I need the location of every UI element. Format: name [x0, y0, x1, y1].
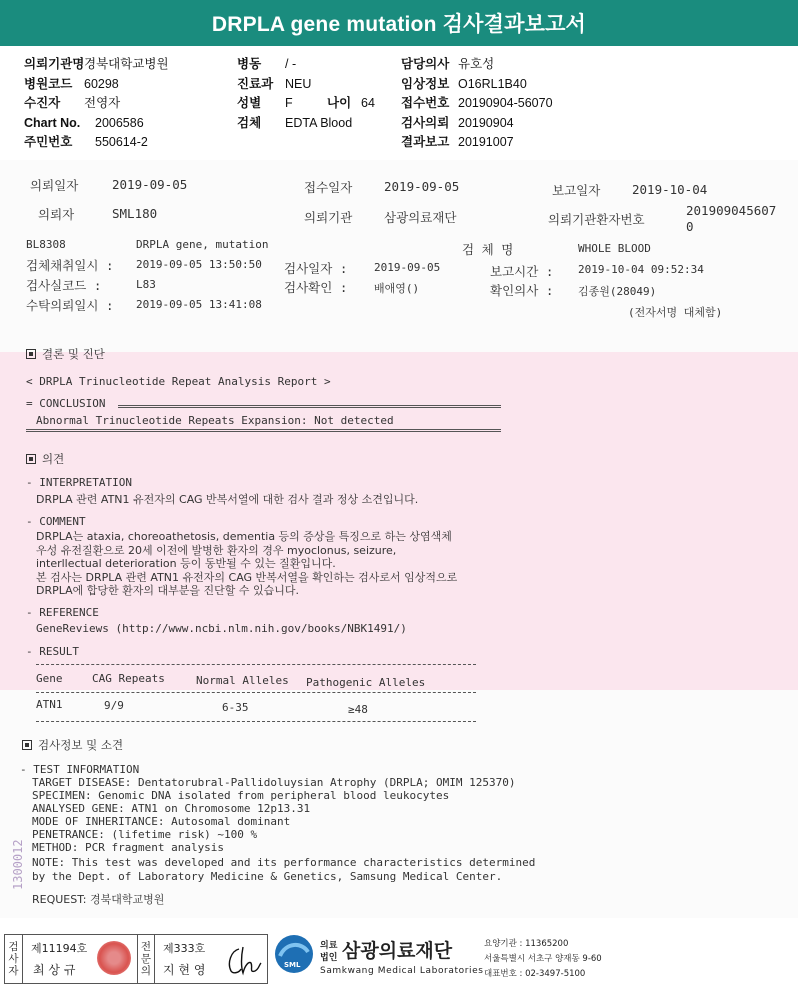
test-info-line: TARGET DISEASE: Dentatorubral-Pallidoluysian Atrophy (DRPLA; OMIM 125370): [32, 776, 516, 789]
lab-tech-license: 제11194호: [31, 942, 88, 955]
recv-date: 2019-09-05: [384, 179, 460, 194]
test-info-line: PENETRANCE: (lifetime risk) ~100 %: [32, 828, 258, 841]
interpretation-heading: - INTERPRETATION: [26, 476, 132, 489]
conclusion-text: Abnormal Trinucleotide Repeats Expansion: Not detected: [36, 414, 394, 427]
specialist-license: 제333호: [163, 942, 206, 955]
room-code-label: 검사실코드 :: [26, 278, 102, 293]
report-date-label: 보고일자: [552, 183, 601, 198]
reference-heading: - REFERENCE: [26, 606, 99, 619]
esign-note: (전자서명 대체함): [628, 306, 723, 319]
section-bullet-icon: [26, 454, 36, 464]
specialist-name: 지 현 영: [163, 963, 206, 977]
phone: 대표번호 : 02-3497-5100: [484, 969, 586, 979]
highlight-band: [0, 352, 798, 690]
brand-small-2: 법인: [320, 953, 338, 963]
inst-patient-no: 201909045607: [686, 203, 777, 218]
comment-line: 우성 유전질환으로 20세 이전에 발병한 환자의 경우 myoclonus, seizure,: [36, 544, 397, 557]
test-info-line: ANALYSED GENE: ATN1 on Chromosome 12p13.31: [32, 802, 311, 815]
conclusion-heading: = CONCLUSION: [26, 397, 106, 410]
reference-text: GeneReviews (http://www.ncbi.nlm.nih.gov/books/NBK1491/): [36, 622, 407, 635]
comment-line: 본 검사는 DRPLA 관련 ATN1 유전자의 CAG 반복서열을 확인하는 검사로서 임상적으로: [36, 571, 458, 584]
comment-line: DRPLA는 ataxia, choreoathetosis, dementia 등의 증상을 특징으로 하는 상염색체: [36, 530, 452, 543]
brand-name: 삼광의료재단: [342, 940, 453, 962]
result-gene: ATN1: [36, 698, 63, 711]
test-info-line: NOTE: This test was developed and its performance characteristics determined: [32, 856, 536, 869]
report-title: DRPLA gene mutation 검사결과보고서: [0, 0, 798, 46]
brand-small-1: 의료: [320, 941, 338, 951]
result-header-gene: Gene: [36, 672, 63, 685]
report-footer: [0, 926, 798, 988]
vertical-stamp-number: 1300012: [11, 839, 25, 891]
conclusion-section-heading: 결론 및 진단: [26, 346, 105, 362]
test-info-line: METHOD: PCR fragment analysis: [32, 841, 225, 854]
care-code: 요양기관 : 11365200: [484, 939, 569, 949]
info-section-heading: 검사정보 및 소견: [22, 737, 123, 753]
conclusion-rule-top: [118, 405, 501, 408]
test-info-line: MODE OF INHERITANCE: Autosomal dominant: [32, 815, 291, 828]
conclusion-rule-bottom: [26, 429, 501, 432]
test-info-line: by the Dept. of Laboratory Medicine & Genetics, Samsung Medical Center.: [32, 870, 503, 883]
seal-stamp-icon: [97, 941, 131, 975]
brand-english: Samkwang Medical Laboratories: [320, 966, 484, 976]
address: 서울특별시 서초구 양재동 9-60: [484, 954, 602, 964]
consign-value: 2019-09-05 13:41:08: [136, 298, 262, 311]
req-date-label: 의뢰일자: [30, 178, 79, 193]
request-line: REQUEST: 경북대학교병원: [32, 893, 165, 906]
header-col-2: 병동 / - 진료과 NEU 성별 F 나이 64 검체 EDTA Blood: [237, 57, 375, 130]
report-time-label: 보고시간 :: [490, 264, 554, 279]
confirm-label: 검사확인 :: [284, 280, 348, 295]
interpretation-text: DRPLA 관련 ATN1 유전자의 CAG 반복서열에 대한 검사 결과 정상 소견입니다.: [36, 493, 419, 506]
test-code: BL8308: [26, 238, 66, 251]
report-date: 2019-10-04: [632, 182, 708, 197]
confirm-value: 배애영(): [374, 282, 420, 295]
lab-tech-label: 검사자: [5, 935, 23, 983]
test-info-heading: - TEST INFORMATION: [20, 763, 140, 776]
test-date-value: 2019-09-05: [374, 261, 441, 274]
opinion-section-heading: 의견: [26, 451, 64, 467]
specialist-label: 전문의: [137, 935, 155, 983]
result-rule-mid: [36, 692, 476, 693]
doctor-value: 김종원(28049): [578, 285, 657, 298]
inst-patient-no-cont: 0: [686, 219, 694, 234]
collect-value: 2019-09-05 13:50:50: [136, 258, 262, 271]
header-col-1: 의뢰기관명경북대학교병원 병원코드 60298 수진자 전영자 Chart No. 2006586 주민번호 550614-2: [24, 57, 169, 149]
specimen-label: 검 체 명: [462, 242, 514, 257]
test-info-line: SPECIMEN: Genomic DNA isolated from peripheral blood leukocytes: [32, 789, 450, 802]
lab-tech-name: 최 상 규: [33, 963, 76, 977]
test-name: DRPLA gene, mutation: [136, 238, 269, 251]
result-cag: 9/9: [104, 699, 124, 712]
recv-date-label: 접수일자: [304, 180, 353, 195]
institution: 삼광의료재단: [384, 210, 457, 225]
result-heading: - RESULT: [26, 645, 79, 658]
section-bullet-icon: [26, 349, 36, 359]
lab-brand: [274, 934, 794, 984]
result-rule-bottom: [36, 721, 476, 722]
room-code-value: L83: [136, 278, 156, 291]
inst-patient-no-label: 의뢰기관환자번호: [548, 212, 645, 227]
req-date: 2019-09-05: [112, 177, 188, 192]
result-header-cag: CAG Repeats: [92, 672, 165, 685]
comment-heading: - COMMENT: [26, 515, 86, 528]
result-rule-top: [36, 664, 476, 665]
specimen-value: WHOLE BLOOD: [578, 242, 651, 255]
signature-box: [4, 934, 268, 984]
institution-label: 의뢰기관: [304, 210, 353, 225]
result-header-normal: Normal Alleles: [196, 674, 289, 687]
logo-text: SML: [284, 961, 301, 969]
report-subtitle: < DRPLA Trinucleotide Repeat Analysis Report >: [26, 375, 331, 388]
result-normal: 6-35: [222, 701, 249, 714]
comment-line: interllectual deterioration 등이 동반될 수 있는 질환입니다.: [36, 557, 336, 570]
comment-line: DRPLA에 합당한 환자의 대부분을 진단할 수 있습니다.: [36, 584, 300, 597]
section-bullet-icon: [22, 740, 32, 750]
header-col-3: 담당의사 유호성 임상정보 O16RL1B40 접수번호 20190904-56070 검사의뢰 20190904 결과보고 20191007: [401, 57, 553, 149]
signature-icon: [223, 943, 263, 977]
test-date-label: 검사일자 :: [284, 261, 348, 276]
requester: SML180: [112, 206, 158, 221]
requester-label: 의뢰자: [38, 207, 75, 222]
collect-label: 검체채취일시 :: [26, 258, 114, 273]
result-header-pathogenic: Pathogenic Alleles: [306, 676, 426, 689]
doctor-label: 확인의사 :: [490, 283, 554, 298]
result-pathogenic: ≥48: [348, 703, 368, 716]
report-time-value: 2019-10-04 09:52:34: [578, 263, 704, 276]
consign-label: 수탁의뢰일시 :: [26, 298, 114, 313]
